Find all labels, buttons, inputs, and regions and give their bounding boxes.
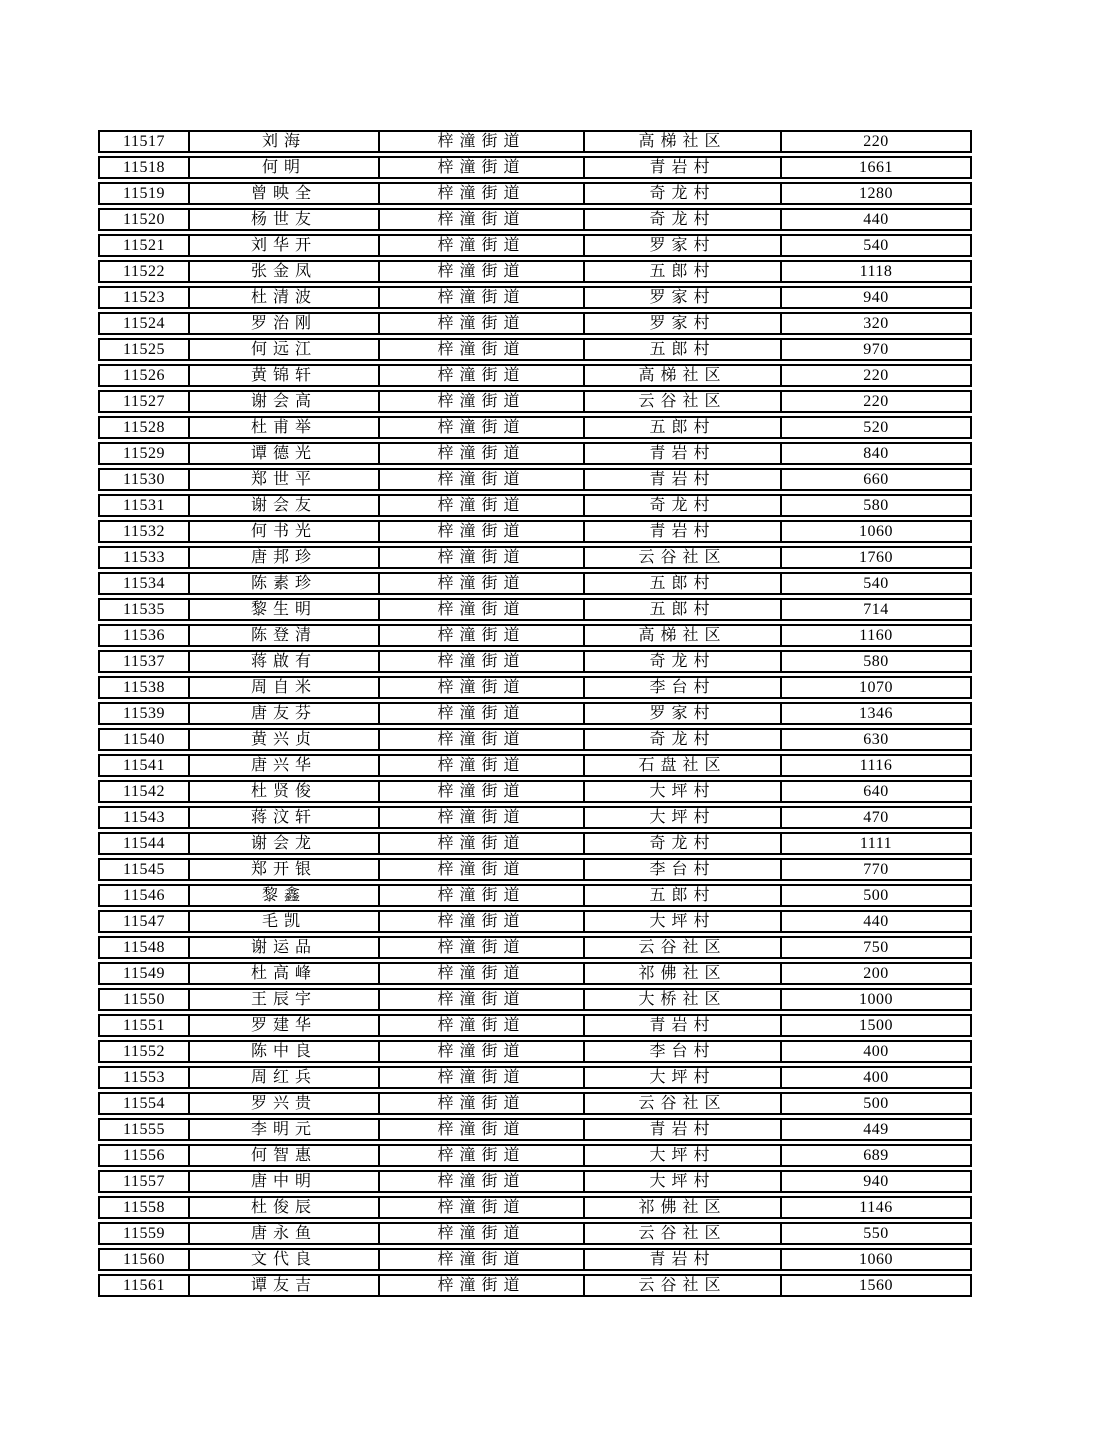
cell-amount: 1070 [780,676,972,699]
table-row [98,234,972,257]
cell-amount: 1346 [780,702,972,725]
cell-person-name: 蒋汶轩 [188,806,378,829]
cell-person-name: 郑世平 [188,468,378,491]
cell-person-name: 谢运品 [188,936,378,959]
cell-record-id: 11551 [98,1014,188,1037]
cell-amount: 1060 [780,1248,972,1271]
cell-village: 大坪村 [583,806,780,829]
cell-person-name: 蒋啟有 [188,650,378,673]
table-row [98,962,972,985]
cell-record-id: 11519 [98,182,188,205]
cell-person-name: 唐永鱼 [188,1222,378,1245]
table-row [98,858,972,881]
cell-person-name: 唐中明 [188,1170,378,1193]
cell-person-name: 谭德光 [188,442,378,465]
cell-record-id: 11533 [98,546,188,569]
cell-amount: 1118 [780,260,972,283]
cell-record-id: 11556 [98,1144,188,1167]
cell-record-id: 11521 [98,234,188,257]
cell-village: 奇龙村 [583,208,780,231]
table-row [98,286,972,309]
cell-street: 梓潼街道 [378,910,583,933]
cell-record-id: 11548 [98,936,188,959]
table-row [98,1248,972,1271]
cell-record-id: 11543 [98,806,188,829]
cell-amount: 630 [780,728,972,751]
cell-street: 梓潼街道 [378,260,583,283]
cell-record-id: 11520 [98,208,188,231]
cell-person-name: 毛凯 [188,910,378,933]
cell-amount: 500 [780,884,972,907]
cell-amount: 580 [780,494,972,517]
cell-street: 梓潼街道 [378,1092,583,1115]
table-row [98,416,972,439]
table-row [98,208,972,231]
cell-village: 奇龙村 [583,494,780,517]
cell-amount: 1661 [780,156,972,179]
table-row [98,806,972,829]
cell-person-name: 杜高峰 [188,962,378,985]
cell-person-name: 周自米 [188,676,378,699]
table-row [98,1274,972,1297]
cell-village: 青岩村 [583,1014,780,1037]
table-row [98,182,972,205]
cell-person-name: 刘海 [188,130,378,153]
cell-amount: 940 [780,1170,972,1193]
cell-amount: 220 [780,130,972,153]
cell-village: 祁佛社区 [583,1196,780,1219]
cell-street: 梓潼街道 [378,806,583,829]
cell-street: 梓潼街道 [378,1040,583,1063]
cell-amount: 1280 [780,182,972,205]
cell-amount: 580 [780,650,972,673]
cell-person-name: 曾映全 [188,182,378,205]
cell-village: 青岩村 [583,468,780,491]
cell-amount: 220 [780,390,972,413]
cell-village: 高梯社区 [583,130,780,153]
table-row [98,780,972,803]
cell-village: 云谷社区 [583,1222,780,1245]
cell-record-id: 11529 [98,442,188,465]
cell-record-id: 11561 [98,1274,188,1297]
cell-person-name: 黄锦轩 [188,364,378,387]
cell-record-id: 11524 [98,312,188,335]
cell-street: 梓潼街道 [378,1144,583,1167]
cell-amount: 1116 [780,754,972,777]
cell-street: 梓潼街道 [378,182,583,205]
table-row [98,728,972,751]
cell-record-id: 11530 [98,468,188,491]
cell-village: 高梯社区 [583,624,780,647]
cell-person-name: 杜清波 [188,286,378,309]
cell-amount: 550 [780,1222,972,1245]
table-row [98,260,972,283]
cell-record-id: 11534 [98,572,188,595]
cell-village: 五郎村 [583,598,780,621]
cell-amount: 714 [780,598,972,621]
cell-street: 梓潼街道 [378,1170,583,1193]
cell-person-name: 何书光 [188,520,378,543]
cell-person-name: 郑开银 [188,858,378,881]
table-row [98,884,972,907]
table-row [98,390,972,413]
cell-village: 奇龙村 [583,728,780,751]
cell-village: 石盘社区 [583,754,780,777]
cell-record-id: 11550 [98,988,188,1011]
cell-amount: 1060 [780,520,972,543]
cell-village: 青岩村 [583,1248,780,1271]
cell-village: 云谷社区 [583,936,780,959]
cell-village: 青岩村 [583,442,780,465]
cell-record-id: 11538 [98,676,188,699]
cell-street: 梓潼街道 [378,286,583,309]
cell-person-name: 唐邦珍 [188,546,378,569]
table-row [98,156,972,179]
cell-village: 李台村 [583,858,780,881]
table-row [98,832,972,855]
cell-person-name: 陈素珍 [188,572,378,595]
cell-record-id: 11555 [98,1118,188,1141]
cell-record-id: 11554 [98,1092,188,1115]
table-row [98,1014,972,1037]
records-table-body [98,130,972,1297]
cell-record-id: 11544 [98,832,188,855]
cell-record-id: 11528 [98,416,188,439]
cell-street: 梓潼街道 [378,442,583,465]
table-row [98,936,972,959]
table-row [98,702,972,725]
cell-record-id: 11522 [98,260,188,283]
cell-village: 奇龙村 [583,832,780,855]
table-row [98,988,972,1011]
cell-village: 罗家村 [583,702,780,725]
cell-record-id: 11526 [98,364,188,387]
cell-person-name: 黎生明 [188,598,378,621]
cell-village: 云谷社区 [583,1092,780,1115]
cell-street: 梓潼街道 [378,780,583,803]
cell-street: 梓潼街道 [378,390,583,413]
cell-record-id: 11517 [98,130,188,153]
cell-record-id: 11547 [98,910,188,933]
cell-street: 梓潼街道 [378,1014,583,1037]
cell-person-name: 文代良 [188,1248,378,1271]
cell-person-name: 罗治刚 [188,312,378,335]
cell-street: 梓潼街道 [378,754,583,777]
cell-amount: 540 [780,572,972,595]
cell-person-name: 杜俊辰 [188,1196,378,1219]
table-row [98,650,972,673]
cell-amount: 1160 [780,624,972,647]
table-row [98,910,972,933]
cell-village: 大坪村 [583,780,780,803]
cell-village: 云谷社区 [583,546,780,569]
cell-street: 梓潼街道 [378,130,583,153]
cell-village: 罗家村 [583,234,780,257]
cell-person-name: 陈中良 [188,1040,378,1063]
cell-person-name: 罗建华 [188,1014,378,1037]
cell-record-id: 11540 [98,728,188,751]
table-row [98,1196,972,1219]
cell-village: 李台村 [583,676,780,699]
cell-street: 梓潼街道 [378,858,583,881]
table-row [98,1040,972,1063]
cell-village: 青岩村 [583,156,780,179]
table-row [98,338,972,361]
cell-village: 奇龙村 [583,182,780,205]
cell-person-name: 杜甫举 [188,416,378,439]
cell-record-id: 11518 [98,156,188,179]
cell-street: 梓潼街道 [378,962,583,985]
cell-street: 梓潼街道 [378,676,583,699]
cell-village: 大坪村 [583,1144,780,1167]
table-row [98,1222,972,1245]
cell-record-id: 11532 [98,520,188,543]
cell-street: 梓潼街道 [378,728,583,751]
cell-record-id: 11560 [98,1248,188,1271]
cell-street: 梓潼街道 [378,546,583,569]
table-row [98,494,972,517]
cell-village: 五郎村 [583,884,780,907]
cell-amount: 1560 [780,1274,972,1297]
cell-street: 梓潼街道 [378,494,583,517]
table-row [98,1118,972,1141]
cell-record-id: 11559 [98,1222,188,1245]
table-row [98,312,972,335]
cell-street: 梓潼街道 [378,1196,583,1219]
cell-person-name: 杨世友 [188,208,378,231]
cell-street: 梓潼街道 [378,234,583,257]
cell-person-name: 谢会龙 [188,832,378,855]
cell-street: 梓潼街道 [378,572,583,595]
cell-street: 梓潼街道 [378,520,583,543]
cell-amount: 440 [780,910,972,933]
cell-record-id: 11553 [98,1066,188,1089]
table-row [98,468,972,491]
cell-street: 梓潼街道 [378,1248,583,1271]
cell-street: 梓潼街道 [378,1118,583,1141]
cell-village: 五郎村 [583,572,780,595]
cell-amount: 750 [780,936,972,959]
table-row [98,1066,972,1089]
cell-village: 大坪村 [583,1170,780,1193]
table-row [98,520,972,543]
cell-record-id: 11523 [98,286,188,309]
cell-person-name: 谭友吉 [188,1274,378,1297]
cell-amount: 470 [780,806,972,829]
cell-record-id: 11535 [98,598,188,621]
cell-village: 李台村 [583,1040,780,1063]
cell-street: 梓潼街道 [378,1274,583,1297]
cell-amount: 400 [780,1040,972,1063]
cell-record-id: 11542 [98,780,188,803]
table-row [98,676,972,699]
cell-record-id: 11546 [98,884,188,907]
table-row [98,572,972,595]
cell-person-name: 张金凤 [188,260,378,283]
cell-amount: 940 [780,286,972,309]
table-row [98,754,972,777]
cell-village: 青岩村 [583,1118,780,1141]
cell-person-name: 何明 [188,156,378,179]
cell-amount: 200 [780,962,972,985]
table-row [98,130,972,153]
cell-person-name: 杜贤俊 [188,780,378,803]
cell-amount: 1111 [780,832,972,855]
table-row [98,1170,972,1193]
cell-amount: 689 [780,1144,972,1167]
cell-record-id: 11541 [98,754,188,777]
cell-street: 梓潼街道 [378,1066,583,1089]
table-row [98,598,972,621]
cell-street: 梓潼街道 [378,312,583,335]
cell-street: 梓潼街道 [378,936,583,959]
cell-village: 奇龙村 [583,650,780,673]
cell-person-name: 李明元 [188,1118,378,1141]
cell-village: 云谷社区 [583,1274,780,1297]
cell-amount: 220 [780,364,972,387]
cell-street: 梓潼街道 [378,338,583,361]
cell-street: 梓潼街道 [378,1222,583,1245]
cell-person-name: 陈登清 [188,624,378,647]
cell-street: 梓潼街道 [378,650,583,673]
cell-village: 云谷社区 [583,390,780,413]
cell-person-name: 唐友芬 [188,702,378,725]
table-row [98,624,972,647]
cell-village: 大坪村 [583,1066,780,1089]
table-row [98,546,972,569]
cell-village: 高梯社区 [583,364,780,387]
records-table [98,127,972,1300]
cell-record-id: 11525 [98,338,188,361]
cell-record-id: 11539 [98,702,188,725]
cell-village: 罗家村 [583,286,780,309]
cell-street: 梓潼街道 [378,156,583,179]
cell-amount: 640 [780,780,972,803]
cell-record-id: 11527 [98,390,188,413]
cell-village: 大桥社区 [583,988,780,1011]
cell-amount: 1500 [780,1014,972,1037]
cell-amount: 1000 [780,988,972,1011]
cell-person-name: 何智惠 [188,1144,378,1167]
cell-village: 大坪村 [583,910,780,933]
cell-amount: 1760 [780,546,972,569]
cell-village: 祁佛社区 [583,962,780,985]
cell-street: 梓潼街道 [378,988,583,1011]
cell-village: 五郎村 [583,260,780,283]
cell-record-id: 11558 [98,1196,188,1219]
cell-amount: 520 [780,416,972,439]
cell-amount: 770 [780,858,972,881]
cell-amount: 540 [780,234,972,257]
cell-street: 梓潼街道 [378,624,583,647]
cell-record-id: 11545 [98,858,188,881]
table-row [98,442,972,465]
cell-street: 梓潼街道 [378,832,583,855]
cell-record-id: 11536 [98,624,188,647]
cell-record-id: 11549 [98,962,188,985]
cell-street: 梓潼街道 [378,468,583,491]
cell-amount: 440 [780,208,972,231]
cell-village: 五郎村 [583,338,780,361]
cell-person-name: 周红兵 [188,1066,378,1089]
cell-record-id: 11557 [98,1170,188,1193]
cell-person-name: 刘华开 [188,234,378,257]
cell-amount: 449 [780,1118,972,1141]
cell-person-name: 罗兴贵 [188,1092,378,1115]
table-row [98,1144,972,1167]
cell-amount: 400 [780,1066,972,1089]
table-row [98,1092,972,1115]
cell-amount: 1146 [780,1196,972,1219]
cell-record-id: 11537 [98,650,188,673]
cell-amount: 840 [780,442,972,465]
cell-record-id: 11552 [98,1040,188,1063]
cell-person-name: 王辰宇 [188,988,378,1011]
cell-amount: 970 [780,338,972,361]
cell-street: 梓潼街道 [378,416,583,439]
cell-amount: 500 [780,1092,972,1115]
cell-person-name: 谢会高 [188,390,378,413]
table-row [98,364,972,387]
cell-person-name: 黄兴贞 [188,728,378,751]
cell-record-id: 11531 [98,494,188,517]
cell-person-name: 谢会友 [188,494,378,517]
cell-amount: 660 [780,468,972,491]
cell-village: 罗家村 [583,312,780,335]
cell-village: 五郎村 [583,416,780,439]
cell-street: 梓潼街道 [378,364,583,387]
cell-street: 梓潼街道 [378,208,583,231]
cell-street: 梓潼街道 [378,598,583,621]
cell-person-name: 何远江 [188,338,378,361]
cell-person-name: 唐兴华 [188,754,378,777]
cell-street: 梓潼街道 [378,884,583,907]
cell-amount: 320 [780,312,972,335]
cell-street: 梓潼街道 [378,702,583,725]
cell-village: 青岩村 [583,520,780,543]
cell-person-name: 黎鑫 [188,884,378,907]
